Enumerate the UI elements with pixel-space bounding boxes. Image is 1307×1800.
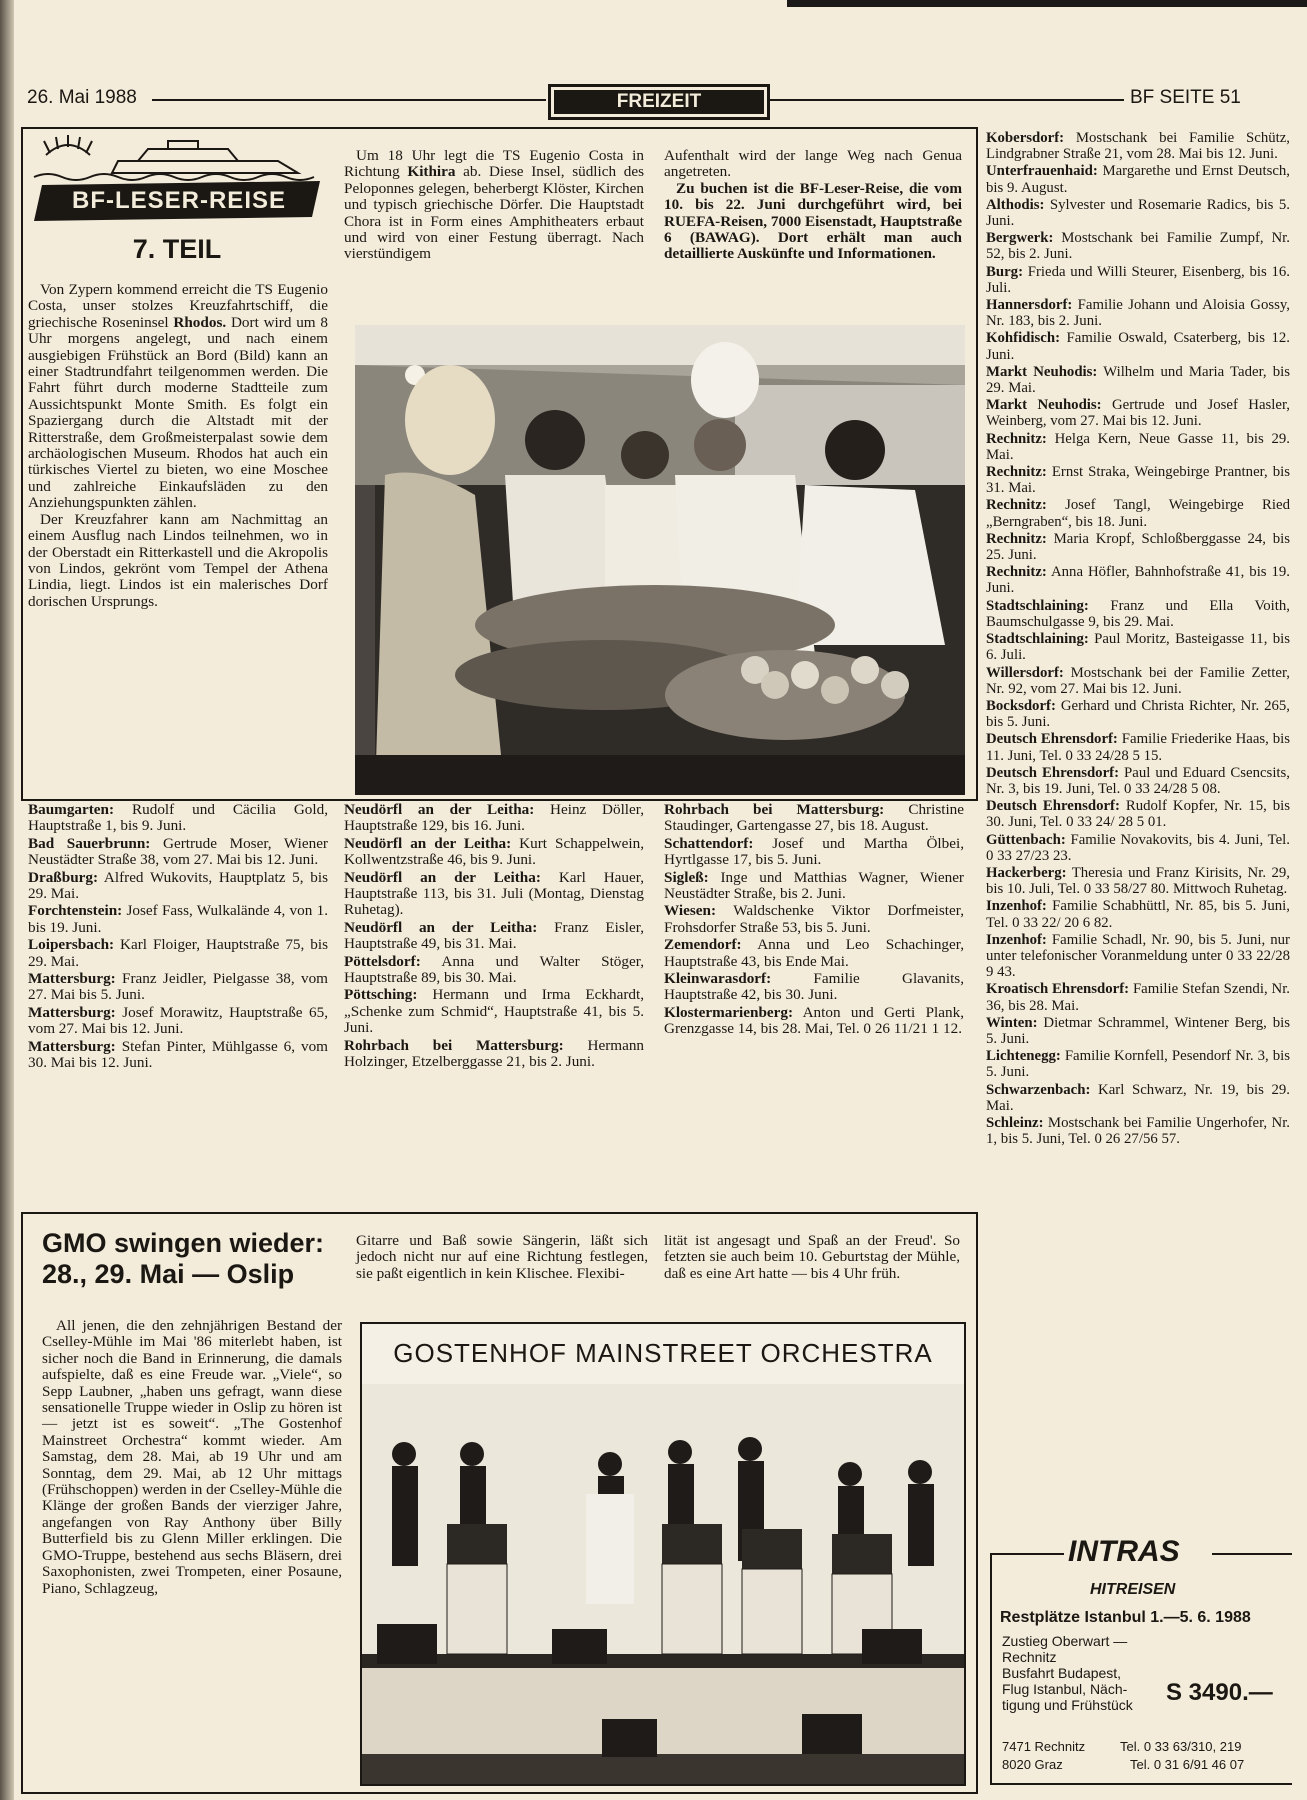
list-item: Deutsch Ehrensdorf: Rudolf Kopfer, Nr. 15, bis 30. Juni, Tel. 0 33 24/ 28 5 01. — [986, 798, 1291, 831]
ad-sub: HITREISEN — [1090, 1581, 1176, 1598]
scan-edge — [0, 0, 14, 1800]
ad-rule-bottom — [990, 1783, 1292, 1785]
header-rule-right — [768, 99, 1124, 101]
list-item: Deutsch Ehrensdorf: Paul und Eduard Csencsits, Nr. 3, bis 19. Juni, Tel. 0 33 24/28 5 08. — [986, 764, 1290, 797]
ad-address-2: 8020 Graz — [1002, 1757, 1063, 1772]
list-item: Stadtschlaining: Franz und Ella Voith, Baumschulgasse 9, bis 29. Mai. — [986, 597, 1290, 630]
col1-text-a: Von Zypern kommend erreicht die TS Eugenio Costa, unser stolzes Kreuzfahrtschiff, die griechische Roseninsel — [28, 281, 328, 331]
list-item: Kroatisch Ehrensdorf: Familie Stefan Szendi, Nr. 36, bis 28. Mai. — [986, 981, 1291, 1014]
leserreise-col1 — [28, 282, 328, 610]
orchestra-photo — [360, 1322, 966, 1786]
kithira-bold: Kithira — [407, 163, 456, 181]
list-item: Kohfidisch: Familie Oswald, Csaterberg, bis 12. Juni. — [986, 330, 1290, 363]
list-item: Bad Sauerbrunn: Gertrude Moser, Wiener Neustädter Straße 38, vom 27. Mai bis 12. Juni. — [28, 834, 328, 869]
list-item: Markt Neuhodis: Wilhelm und Maria Tader, bis 29. Mai. — [986, 363, 1290, 397]
leserreise-col3 — [664, 148, 962, 263]
list-item: Klostermarienberg: Anton und Gerti Plank, Grenzgasse 14, bis 28. Mai, Tel. 0 26 11/21 1 12. — [664, 1003, 964, 1038]
list-item: Mattersburg: Franz Jeidler, Pielgasse 38, vom 27. Mai bis 5. Juni. — [28, 970, 328, 1004]
gmo-col2: Gitarre und Baß sowie Sängerin, läßt sich jedoch nicht nur auf eine Richtung festlegen, sie paßt eigentlich in kein Klischee. Flexibi- — [356, 1232, 648, 1282]
list-item: Schwarzenbach: Karl Schwarz, Nr. 19, bis 29. Mai. — [986, 1081, 1290, 1114]
list-mid — [344, 802, 644, 1072]
ad-line: Flug Istanbul, Näch- — [1002, 1681, 1128, 1697]
ad-line: Zustieg Oberwart — Rechnitz — [1002, 1633, 1128, 1665]
col2-text-a: Um 18 Uhr legt die TS Eugenio Costa in Richtung — [344, 147, 644, 181]
ad-tel-2: Tel. 0 31 6/91 46 07 — [1130, 1757, 1245, 1772]
list-item: Rechnitz: Helga Kern, Neue Gasse 11, bis 29. Mai. — [986, 430, 1290, 463]
ad-line: tigung und Frühstück — [1002, 1697, 1133, 1713]
list-item: Unterfrauenhaid: Margarethe und Ernst Deutsch, bis 9. August. — [986, 163, 1290, 196]
ad-rule-right — [1212, 1553, 1292, 1555]
ad-rule-left — [990, 1553, 1064, 1555]
gmo-headline — [42, 1228, 342, 1290]
list-item: Pöttsching: Hermann und Irma Eckhardt, „Schenke zum Schmid“, Hauptstraße 41, bis 5. Juni. — [344, 986, 644, 1037]
ad-offer: Restplätze Istanbul 1.—5. 6. 1988 — [1000, 1609, 1251, 1626]
col1-text-b: Dort wird um 8 Uhr morgens angelegt, und nach einem ausgiebigen Frühstück an Bord (Bild) kann an einer Stadtrundfahrt teilgenommen werden. Die Fahrt führt durch moderne Stadtteile zum Aussichtspunkt Monte Smith. Es folgt ein Spaziergang durch die Altstadt mit der Ritterstraße, dem Großmeisterpalast sowie dem archäologischen Museum. Rhodos hat auch ein türkisches Viertel zu bieten, wo eine Moschee und zahlreiche Einkaufsläden zu den Anziehungspunkten zählen. — [28, 313, 328, 512]
col3-text-a: Aufenthalt wird der lange Weg nach Genua angetreten. — [664, 147, 962, 181]
rhodos-bold: Rhodos. — [173, 313, 227, 331]
ad-details — [1002, 1633, 1182, 1713]
list-item: Zemendorf: Anna und Leo Schachinger, Hauptstraße 43, bis Ende Mai. — [664, 936, 964, 970]
list-item: Neudörfl an der Leitha: Franz Eisler, Hauptstraße 49, bis 31. Mai. — [344, 918, 644, 953]
col3-booking: Zu buchen ist die BF-Leser-Reise, die vom 10. bis 22. Juni durchgeführt wird, bei RUEFA-Reisen, 7000 Eisenstadt, Hauptstraße 6 (BAWAG). Dort erhält man auch detaillierte Auskünfte und Informationen. — [664, 179, 962, 263]
header-rule-left — [152, 99, 546, 101]
leserreise-banner — [28, 133, 326, 225]
list-item: Neudörfl an der Leitha: Karl Hauer, Hauptstraße 113, bis 31. Juli (Montag, Dienstag Ruhetag). — [344, 868, 645, 919]
list-item: Neudörfl an der Leitha: Kurt Schappelwein, Kollwentzstraße 46, bis 9. Juni. — [344, 834, 645, 869]
list-item: Bergwerk: Mostschank bei Familie Zumpf, Nr. 52, bis 2. Juni. — [986, 230, 1290, 263]
list-item: Loipersbach: Karl Floiger, Hauptstraße 75, bis 29. Mai. — [28, 936, 328, 970]
list-item: Inzenhof: Familie Schabhüttl, Nr. 85, bis 5. Juni, Tel. 0 33 22/ 20 6 82. — [986, 898, 1290, 931]
list-item: Neudörfl an der Leitha: Heinz Döller, Hauptstraße 129, bis 16. Juni. — [344, 801, 644, 835]
ad-rule-vertical — [990, 1553, 992, 1783]
gmo-col1: All jenen, die den zehnjährigen Bestand der Cselley-Mühle im Mai '86 miterlebt haben, ist sicher noch die Band in Erinnerung, die damals aufspielte, daß es eine Freude war. „Viele“, so Sepp Laubner, „haben uns gefragt, wann diese sensationelle Truppe wieder in Oslip zu hören ist — jetzt ist es soweit“. „The Gostenhof Mainstreet Orchestra“ kommt wieder. Am Samstag, dem 28. Mai, ab 19 Uhr und am Sonntag, dem 29. Mai, ab 12 Uhr mittags (Frühschoppen) werden in der Cselley-Mühle die Klänge der großen Bands der vierziger Jahre, angefangen von Ray Anthony über Billy Butterfield bis zu Glenn Miller erklingen. Die GMO-Truppe, bestehend aus sechs Bläsern, drei Saxophonisten, zwei Trompeten, einer Posaune, Piano, Schlagzeug, — [42, 1317, 342, 1597]
list-item: Hannersdorf: Familie Johann und Aloisia Gossy, Nr. 183, bis 2. Juni. — [986, 297, 1290, 330]
list-left — [28, 802, 328, 1073]
list-item: Draßburg: Alfred Wukovits, Hauptplatz 5, bis 29. Mai. — [28, 868, 328, 903]
part-heading: 7. TEIL — [132, 234, 222, 264]
list-item: Güttenbach: Familie Novakovits, bis 4. Juni, Tel. 0 33 27/23 23. — [986, 831, 1290, 864]
orchestra-caption: GOSTENHOF MAINSTREET ORCHESTRA — [393, 1338, 933, 1368]
list-item: Lichtenegg: Familie Kornfell, Pesendorf Nr. 3, bis 5. Juni. — [986, 1048, 1290, 1081]
list-item: Schattendorf: Josef und Martha Ölbei, Hyrtlgasse 17, bis 5. Juni. — [664, 834, 964, 869]
list-item: Stadtschlaining: Paul Moritz, Basteigasse 11, bis 6. Juli. — [986, 631, 1290, 664]
list-item: Rohrbach bei Mattersburg: Christine Staudinger, Gartengasse 27, bis 18. August. — [664, 801, 965, 835]
list-item: Deutsch Ehrensdorf: Familie Friederike Haas, bis 11. Juni, Tel. 0 33 24/28 5 15. — [986, 731, 1291, 764]
col2-text-b: ab. Diese Insel, südlich des Peloponnes gelegen, beherbergt Klöster, Kirchen und typisch griechische Dörfer. Die Hauptstadt Chora ist in Form eines Amphitheaters erbaut und wird von einer Festung überragt. Nach vierstündigem — [344, 163, 645, 263]
gmo-headline-line1: GMO swingen wieder: — [42, 1228, 325, 1258]
list-item: Althodis: Sylvester und Rosemarie Radics, bis 5. Juni. — [986, 196, 1290, 230]
list-item: Hackerberg: Theresia und Franz Kirisits, Nr. 29, bis 10. Juli, Tel. 0 33 58/27 80. Mittwoch Ruhetag. — [986, 864, 1290, 898]
list-item: Pöttelsdorf: Anna und Walter Stöger, Hauptstraße 89, bis 30. Mai. — [344, 952, 644, 987]
list-item: Rechnitz: Josef Tangl, Weingebirge Ried „Berngraben“, bis 18. Juni. — [986, 497, 1290, 530]
list-item: Winten: Dietmar Schrammel, Wintener Berg, bis 5. Juni. — [986, 1014, 1290, 1047]
list-item: Rechnitz: Anna Höfler, Bahnhofstraße 41, bis 19. Juni. — [986, 564, 1290, 597]
list-item: Rechnitz: Ernst Straka, Weingebirge Prantner, bis 31. Mai. — [986, 464, 1290, 497]
section-title: FREIZEIT — [548, 84, 770, 120]
list-far-right — [986, 130, 1290, 1148]
list-item: Sigleß: Inge und Matthias Wagner, Wiener Neustädter Straße, bis 2. Juni. — [664, 868, 964, 903]
list-right — [664, 802, 964, 1039]
list-item: Bocksdorf: Gerhard und Christa Richter, Nr. 265, bis 5. Juni. — [986, 697, 1290, 731]
list-item: Schleinz: Mostschank bei Familie Ungerhofer, Nr. 1, bis 5. Juni, Tel. 0 26 27/56 57. — [986, 1114, 1290, 1148]
list-item: Kleinwarasdorf: Familie Glavanits, Hauptstraße 42, bis 30. Juni. — [664, 970, 964, 1004]
list-item: Kobersdorf: Mostschank bei Familie Schütz, Lindgrabner Straße 21, vom 28. Mai bis 12. Juni. — [986, 130, 1290, 163]
list-item: Mattersburg: Josef Morawitz, Hauptstraße 65, vom 27. Mai bis 12. Juni. — [28, 1003, 328, 1038]
list-item: Burg: Frieda und Willi Steurer, Eisenberg, bis 16. Juli. — [986, 263, 1290, 296]
list-item: Inzenhof: Familie Schadl, Nr. 90, bis 5. Juni, nur unter telefonischer Voranmeldung unter 0 33 22/28 9 43. — [986, 931, 1290, 981]
list-item: Rohrbach bei Mattersburg: Hermann Holzinger, Etzelberggasse 21, bis 2. Juni. — [344, 1036, 645, 1071]
gmo-headline-line2: 28., 29. Mai — Oslip — [42, 1259, 295, 1289]
gmo-col3: lität ist angesagt und Spaß an der Freud'. So fetzten sie auch beim 10. Geburtstag der Mühle, daß es eine Art hatte — bis 4 Uhr früh. — [664, 1232, 960, 1282]
banner-title: BF-LESER-REISE — [71, 187, 286, 214]
list-item: Forchtenstein: Josef Fass, Wulkalände 4, von 1. bis 19. Juni. — [28, 902, 328, 936]
list-item: Mattersburg: Stefan Pinter, Mühlgasse 6, vom 30. Mai bis 12. Juni. — [28, 1037, 328, 1072]
issue-date: 26. Mai 1988 — [27, 87, 137, 108]
leserreise-col2 — [344, 148, 644, 263]
list-item: Baumgarten: Rudolf und Cäcilia Gold, Hauptstraße 1, bis 9. Juni. — [28, 801, 328, 835]
intras-ad — [990, 1533, 1292, 1785]
list-item: Markt Neuhodis: Gertrude und Josef Hasler, Weinberg, vom 27. Mai bis 12. Juni. — [986, 397, 1290, 430]
ad-line: Busfahrt Budapest, — [1002, 1665, 1122, 1681]
ad-tel-1: Tel. 0 33 63/310, 219 — [1120, 1739, 1242, 1754]
page-number: BF SEITE 51 — [1130, 87, 1241, 108]
ad-price: S 3490.— — [1166, 1679, 1273, 1706]
ad-address-1: 7471 Rechnitz — [1002, 1739, 1086, 1754]
ad-brand: INTRAS — [1068, 1535, 1180, 1568]
col1-text-c: Der Kreuzfahrer kann am Nachmittag an einem Ausflug nach Lindos teilnehmen, wo in der Oberstadt ein Ritterkastell und die Akropolis von Lindos, gekrönt vom Tempel der Athena Lindia, liegt. Lindos ist ein malerisches Dorf dorischen Ursprungs. — [28, 510, 328, 610]
breakfast-photo — [355, 325, 965, 795]
list-item: Wiesen: Waldschenke Viktor Dorfmeister, Frohsdorfer Straße 53, bis 5. Juni. — [664, 902, 964, 936]
list-item: Rechnitz: Maria Kropf, Schloßberggasse 24, bis 25. Juni. — [986, 530, 1290, 564]
list-item: Willersdorf: Mostschank bei der Familie Zetter, Nr. 92, vom 27. Mai bis 12. Juni. — [986, 664, 1290, 697]
scan-top-edge — [787, 0, 1307, 7]
